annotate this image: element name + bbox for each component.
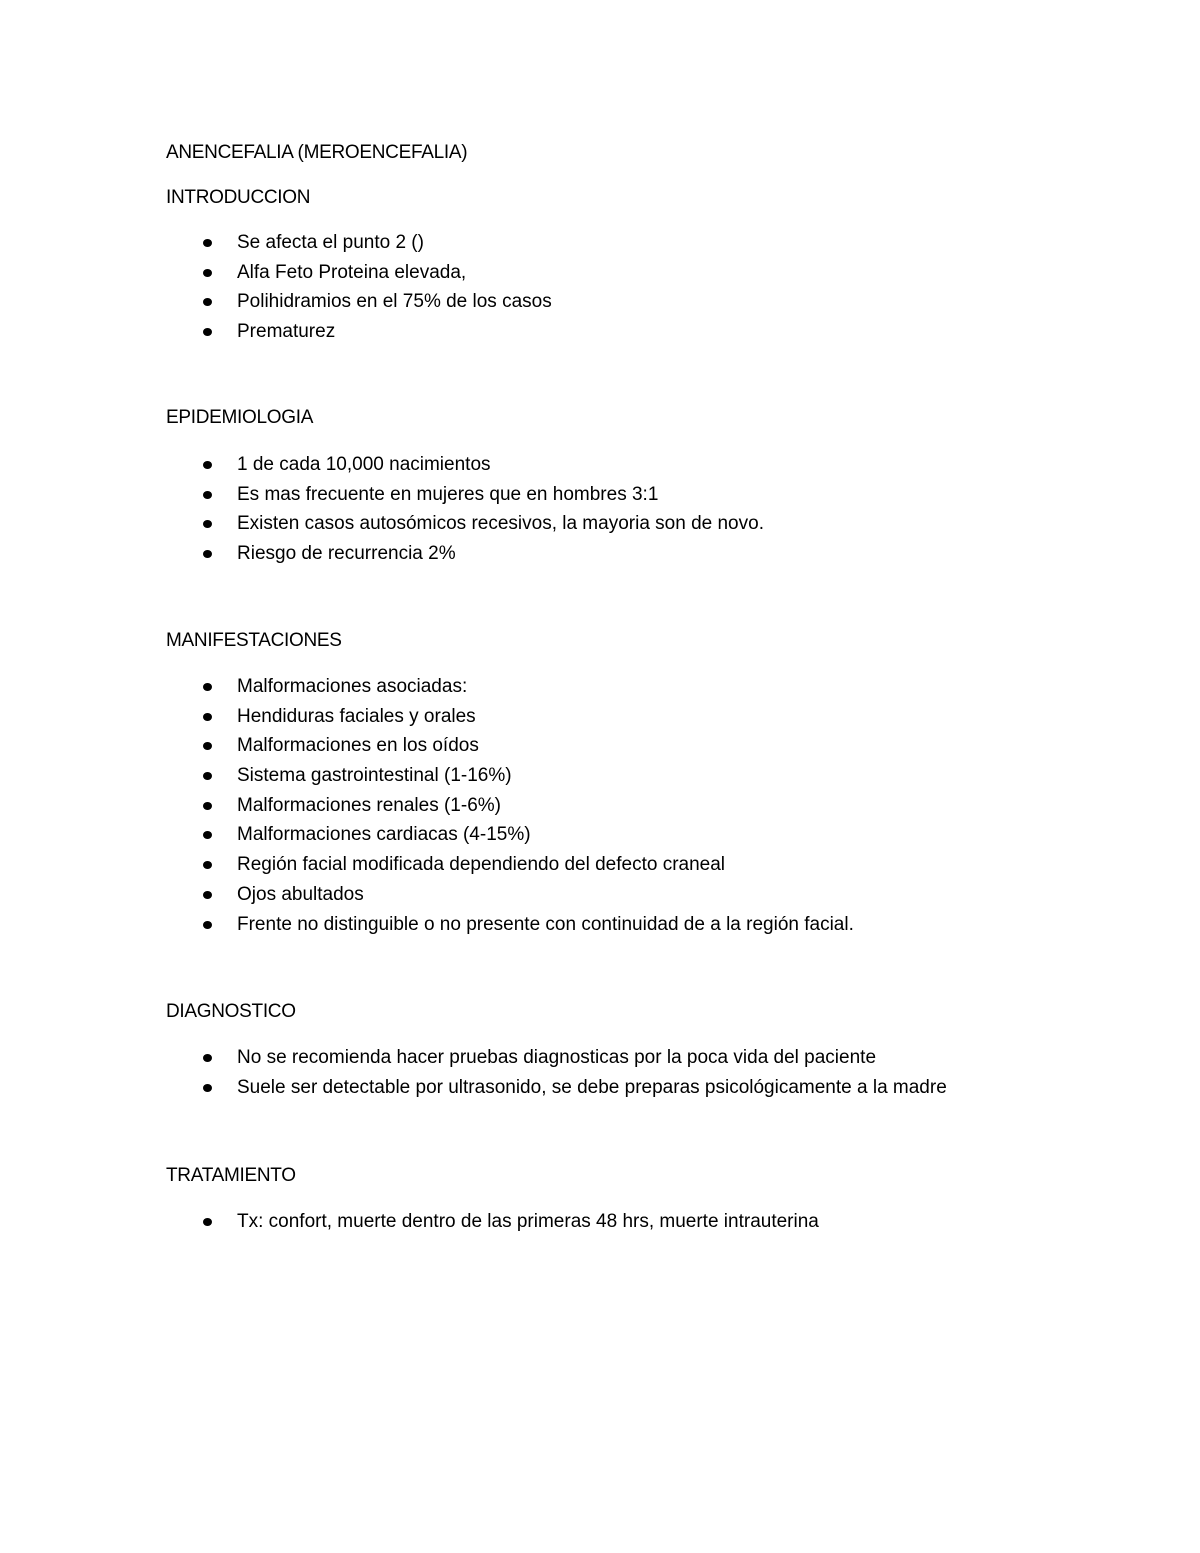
list-item-text: Frente no distinguible o no presente con continuidad de a la región facial. xyxy=(237,913,854,935)
bullet-icon xyxy=(203,921,212,929)
list-item-text: Es mas frecuente en mujeres que en hombres 3:1 xyxy=(237,483,659,505)
list-item xyxy=(200,672,854,702)
bullet-icon xyxy=(203,269,212,277)
list-item xyxy=(200,539,764,569)
bullet-icon xyxy=(203,239,212,247)
bullet-icon xyxy=(203,683,212,691)
section-heading-diagnostico: DIAGNOSTICO xyxy=(166,1001,296,1022)
section-heading-epidemiologia: EPIDEMIOLOGIA xyxy=(166,407,314,428)
list-item xyxy=(200,287,552,317)
list-item xyxy=(200,509,764,539)
bullet-icon xyxy=(203,491,212,499)
bullet-icon xyxy=(203,550,212,558)
list-item xyxy=(200,731,854,761)
list-item xyxy=(200,450,764,480)
bullet-icon xyxy=(203,772,212,780)
list-item-text: Hendiduras faciales y orales xyxy=(237,705,476,727)
list-item-text: Sistema gastrointestinal (1-16%) xyxy=(237,765,512,787)
bullet-icon xyxy=(203,861,212,869)
document-title: ANENCEFALIA (MEROENCEFALIA) xyxy=(166,142,468,163)
list-item xyxy=(200,228,552,258)
bullet-icon xyxy=(203,461,212,469)
list-item-text: No se recomienda hacer pruebas diagnosticas por la poca vida del paciente xyxy=(237,1047,877,1068)
list-item-text: Alfa Feto Proteina elevada, xyxy=(237,261,467,283)
bullet-icon xyxy=(203,802,212,810)
list-introduccion xyxy=(200,228,552,347)
bullet-icon xyxy=(203,1218,212,1226)
section-heading-manifestaciones: MANIFESTACIONES xyxy=(166,630,342,651)
list-item-text: Suele ser detectable por ultrasonido, se debe preparas psicológicamente a la madre xyxy=(237,1076,947,1098)
list-item xyxy=(200,258,552,288)
list-item-text: Prematurez xyxy=(237,321,336,343)
list-item xyxy=(200,791,854,821)
list-item-text: Existen casos autosómicos recesivos, la mayoria son de novo. xyxy=(237,513,764,535)
list-item xyxy=(200,850,854,880)
list-item-text: Malformaciones renales (1-6%) xyxy=(237,794,501,816)
section-heading-introduccion: INTRODUCCION xyxy=(166,187,311,208)
list-item-text: Se afecta el punto 2 () xyxy=(237,232,424,253)
bullet-icon xyxy=(203,742,212,750)
bullet-icon xyxy=(203,831,212,839)
list-item-text: Riesgo de recurrencia 2% xyxy=(237,543,456,565)
list-manifestaciones xyxy=(200,672,854,939)
list-item-text: Región facial modificada dependiendo del defecto craneal xyxy=(237,854,726,876)
bullet-icon xyxy=(203,713,212,721)
list-item xyxy=(200,820,854,850)
list-epidemiologia xyxy=(200,450,764,569)
list-item xyxy=(200,317,552,347)
list-item xyxy=(200,1207,819,1237)
list-item-text: Ojos abultados xyxy=(237,883,364,905)
list-item xyxy=(200,702,854,732)
list-item xyxy=(200,761,854,791)
bullet-icon xyxy=(203,1084,212,1092)
list-item-text: Polihidramios en el 75% de los casos xyxy=(237,291,552,313)
section-heading-tratamiento: TRATAMIENTO xyxy=(166,1165,296,1186)
bullet-icon xyxy=(203,1054,212,1062)
bullet-icon xyxy=(203,298,212,306)
list-item-text: Tx: confort, muerte dentro de las primeras 48 hrs, muerte intrauterina xyxy=(237,1211,819,1232)
list-item xyxy=(200,910,854,940)
list-item-text: 1 de cada 10,000 nacimientos xyxy=(237,454,491,475)
list-item xyxy=(200,880,854,910)
list-item-text: Malformaciones asociadas: xyxy=(237,676,468,697)
list-item xyxy=(200,480,764,510)
bullet-icon xyxy=(203,328,212,336)
list-item-text: Malformaciones en los oídos xyxy=(237,735,479,757)
list-tratamiento xyxy=(200,1207,819,1237)
bullet-icon xyxy=(203,520,212,528)
list-item xyxy=(200,1043,947,1073)
list-item-text: Malformaciones cardiacas (4-15%) xyxy=(237,824,531,846)
list-item xyxy=(200,1073,947,1103)
list-diagnostico xyxy=(200,1043,947,1102)
bullet-icon xyxy=(203,891,212,899)
